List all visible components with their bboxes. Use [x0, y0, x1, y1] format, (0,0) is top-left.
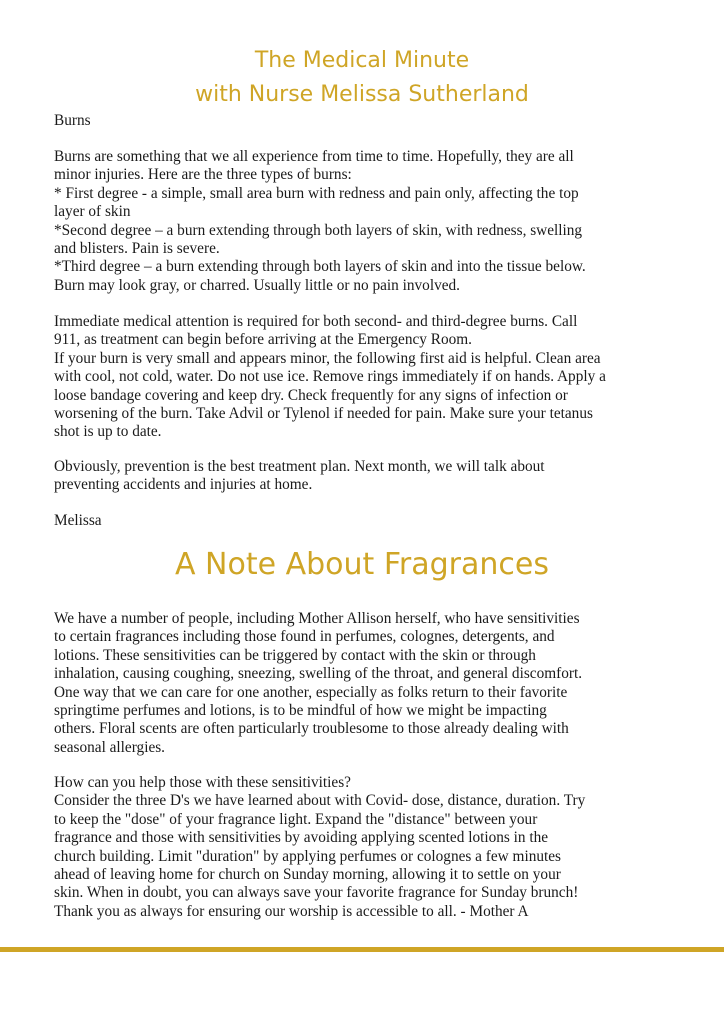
paragraph-line: 911, as treatment can begin before arriving at the Emergency Room. — [54, 331, 472, 349]
burns-types-paragraph — [54, 148, 694, 295]
fragrances-paragraph — [54, 610, 694, 757]
paragraph-line: * First degree - a simple, small area burn with redness and pain only, affecting the top — [54, 184, 579, 202]
burns-first-aid-paragraph — [54, 313, 694, 442]
paragraph-line: Consider the three D's we have learned about with Covid- dose, distance, duration. Try — [54, 792, 586, 810]
paragraph-line: Thank you as always for ensuring our worship is accessible to all. - Mother A — [54, 902, 529, 920]
paragraph-line: fragrance and those with sensitivities by avoiding applying scented lotions in the — [54, 829, 549, 847]
paragraph-line: preventing accidents and injuries at home. — [54, 476, 313, 494]
paragraph-line: If your burn is very small and appears minor, the following first aid is helpful. Clean area — [54, 349, 601, 367]
paragraph-line: loose bandage covering and keep dry. Check frequently for any signs of infection or — [54, 386, 568, 404]
paragraph-line: Burn may look gray, or charred. Usually little or no pain involved. — [54, 276, 460, 294]
paragraph-line: shot is up to date. — [54, 423, 162, 441]
burns-heading-text: Burns — [54, 112, 91, 129]
paragraph-line: with cool, not cold, water. Do not use ice. Remove rings immediately if on hands. Apply a — [54, 368, 606, 386]
paragraph-line: *Second degree – a burn extending through both layers of skin, with redness, swelling — [54, 221, 583, 239]
paragraph-line: others. Floral scents are often particularly troublesome to those already dealing with — [54, 720, 569, 738]
paragraph-line: We have a number of people, including Mother Allison herself, who have sensitivities — [54, 610, 580, 627]
newsletter-title: The Medical Minute — [254, 48, 470, 73]
paragraph-line: church building. Limit "duration" by applying perfumes or colognes a few minutes — [54, 847, 561, 865]
paragraph-line: and blisters. Pain is severe. — [54, 240, 220, 258]
paragraph-line: *Third degree – a burn extending through both layers of skin and into the tissue below. — [54, 258, 586, 276]
paragraph-line: springtime perfumes and lotions, is to be mindful of how we might be impacting — [54, 702, 547, 720]
paragraph-line: One way that we can care for one another, especially as folks return to their favorite — [54, 683, 568, 701]
fragrances-help-paragraph — [54, 774, 694, 921]
signature-text: Melissa — [54, 512, 102, 529]
newsletter-subtitle: with Nurse Melissa Sutherland — [195, 82, 529, 107]
paragraph-line: skin. When in doubt, you can always save your favorite fragrance for Sunday brunch! — [54, 884, 579, 902]
paragraph-line: minor injuries. Here are the three types of burns: — [54, 166, 352, 184]
paragraph-line: ahead of leaving home for church on Sunday morning, allowing it to settle on your — [54, 866, 561, 884]
paragraph-line: worsening of the burn. Take Advil or Tylenol if needed for pain. Make sure your tetanus — [54, 405, 593, 423]
paragraph-line: lotions. These sensitivities can be triggered by contact with the skin or through — [54, 646, 536, 664]
paragraph-line: Immediate medical attention is required for both second- and third-degree burns. Call — [54, 313, 578, 330]
paragraph-line: to certain fragrances including those found in perfumes, colognes, detergents, and — [54, 628, 555, 646]
paragraph-line: Burns are something that we all experience from time to time. Hopefully, they are all — [54, 148, 574, 165]
footer-divider — [0, 947, 724, 952]
fragrances-title: A Note About Fragrances — [175, 547, 549, 582]
paragraph-line: seasonal allergies. — [54, 738, 166, 756]
burns-prevention-paragraph — [54, 458, 694, 495]
signature — [54, 512, 694, 530]
paragraph-line: inhalation, causing coughing, sneezing, swelling of the throat, and general discomfort. — [54, 665, 583, 683]
paragraph-line: How can you help those with these sensitivities? — [54, 774, 351, 791]
paragraph-line: to keep the "dose" of your fragrance light. Expand the "distance" between your — [54, 810, 538, 828]
paragraph-line: Obviously, prevention is the best treatment plan. Next month, we will talk about — [54, 458, 545, 475]
paragraph-line: layer of skin — [54, 203, 131, 221]
burns-heading — [54, 112, 694, 130]
